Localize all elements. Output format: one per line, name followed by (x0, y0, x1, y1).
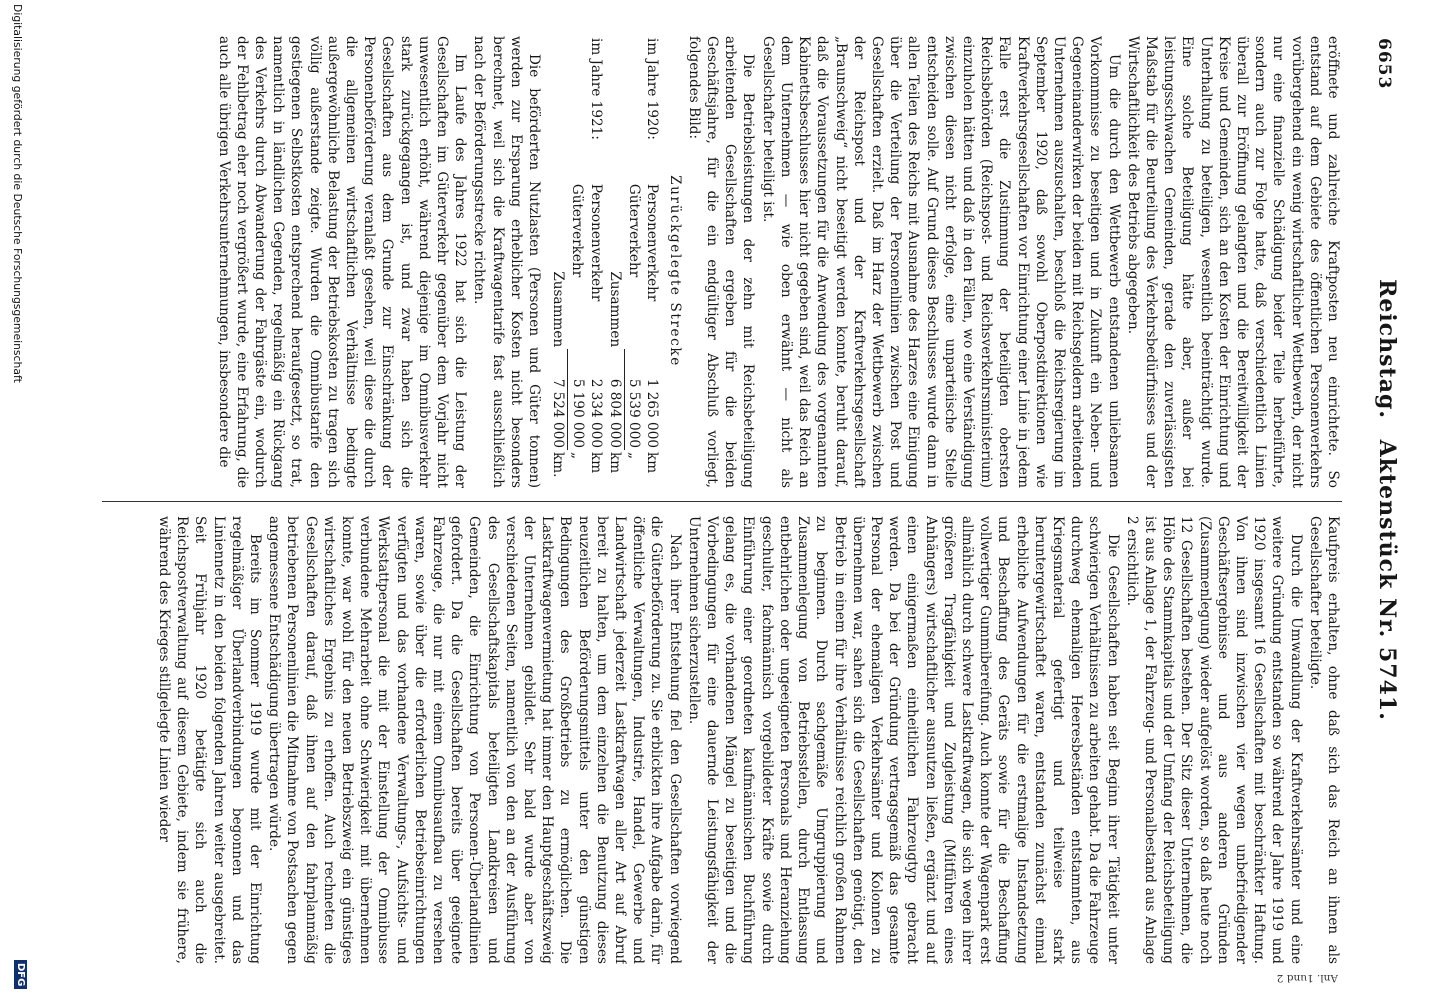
row-unit: km (588, 452, 605, 474)
row-category: Güterverkehr (625, 183, 642, 278)
row-unit: „ (569, 452, 586, 460)
page-number: 6653 (1374, 38, 1394, 90)
column-divider (102, 501, 1342, 502)
right-paragraph-5: Bereits im Sommer 1919 wurde mit der Einrichtung regelmäßiger Überlandverbindungen begonnen und das Liniennetz in den beiden folgenden Jahren weiter ausgebreitet. Seit Frühjahr 1920 betätigte sich auch die Reichspostverwaltung auf diesem Gebiete, indem sie frühere, während des Krieges stillgelegte Linien wieder (156, 516, 264, 964)
left-paragraph-4: Die beförderten Nutzlasten (Personen und Güter tonnen) werden zur Ersparung erheblicher Kosten nicht besonders berechnet, weil sich die Kraftwagentarife fast ausschließlich nach der Beförderungsstrecke richten. (471, 36, 543, 488)
title-right: Aktenstück Nr. 5741. (1374, 439, 1400, 721)
row-year-label (624, 36, 643, 182)
row-value: 5 539 000 (626, 378, 643, 448)
left-paragraph-3: Die Betriebsleistungen der zehn mit Reichsbeteiligung arbeitenden Gesellschaften ergeben für die beiden Geschäftsjahre, für die ein endgültiger Abschluß vorliegt, folgendes Bild: (685, 36, 757, 488)
left-paragraph-5: Im Laufe des Jahres 1922 hat sich die Leistung der Gesellschaften im Güterverkehr gegenüber dem Vorjahr nicht unwesentlich erhöht, während diejenige im Omnibusverkehr stark zurückgegangen ist, und zwar haben sich die Gesellschaften aus dem Grunde zur Einschränkung der Personenbeförderung veranlaßt gesehen, weil diese die durch die allgemeinen wirtschaftlichen Verhältnisse bedingte außergewöhnliche Belastung der Betriebskosten zu tragen sich völlig außerstande zeigte. Wurden die Omnibustarife den gestiegenen Selbstkosten entsprechend heraufgesetzt, so trat, namentlich in ländlichen Gegenden, regelmäßig ein Rückgang des Verkehrs durch Abwanderung der Fahrgäste ein, wodurch der Fehlbetrag eher noch vergrößert wurde, eine Erfahrung, die auch alle übrigen Verkehrsunternehmungen, insbesondere die (215, 36, 469, 488)
row-unit: km (644, 452, 661, 474)
distance-table (549, 36, 661, 488)
footer-text: Digitalisierung gefördert durch die Deutsche Forschungsgemeinschaft (11, 4, 24, 383)
table-row (568, 36, 587, 488)
row-category: Zusammen (550, 271, 567, 348)
row-category: Personenverkehr (644, 183, 661, 302)
right-paragraph-2: Durch die Umwandlung der Kraftverkehrsämter und eine weitere Gründung entstanden so während der Jahre 1919 und 1920 insgesamt 16 Gesellschaften mit beschränkter Haftung. Von ihnen sind inzwischen vier wegen unbefriedigender Geschäftsergebnisse und aus anderen Gründen (Zusammenlegung) wieder aufgelöst worden, so daß heute noch 12 Gesellschaften bestehen. Der Sitz dieser Unternehmen, die Höhe des Stammkapitals und der Umfang der Reichsbeteiligung ist aus Anlage 1, der Fahrzeug- und Personalbestand aus Anlage 2 ersichtlich. (1123, 516, 1304, 964)
row-year-label (568, 36, 587, 182)
row-category: Personenverkehr (588, 183, 605, 302)
table-row (549, 36, 568, 488)
table-row (643, 36, 661, 488)
page-header (1360, 0, 1400, 1000)
running-title (1374, 0, 1400, 1000)
left-paragraph-2: Um die durch den Wettbewerb entstandenen unliebsamen Vorkommnisse zu beseitigen und in Zukunft ein Neben- und Gegeneinanderwirken der beiden mit Reichsgeldern arbeitenden Unternehmen auszuschalten, beschloß die Reichsregierung im September 1920, daß sowohl Oberpostdirektionen wie Kraftverkehrsgesellschaften vor Einrichtung einer Linie in jedem Falle erst die Zustimmung der beteiligten obersten Reichsbehörden (Reichspost- und Reichsverkehrsministerium) einzuholen hätten und daß in den Fällen, wo eine Verständigung zwischen diesen nicht erfolge, eine unparteiische Stelle entscheiden solle. Auf Grund dieses Beschlusses wurde dann in allen Teilen des Reichs mit Ausnahme des Harzes eine Einigung über die Verteilung der Personenlinien zwischen Post und Gesellschaften erzielt. Daß im Harz der Wettbewerb zwischen der Reichspost und der Kraftverkehrsgesellschaft „Braunschweig“ nicht beseitigt werden konnte, beruht darauf, daß die Voraussetzungen für die Anwendung des vorgenannten Kabinettsbeschlusses hier nicht gegeben sind, weil das Reich an dem Unternehmen — wie oben erwähnt — nicht als Gesellschafter beteiligt ist. (759, 36, 1122, 488)
table-row (624, 36, 643, 488)
digitization-footer (11, 0, 24, 1000)
row-value: 6 804 000 (605, 349, 624, 450)
dfg-logo: DFG (14, 960, 27, 989)
margin-note (1277, 972, 1338, 996)
row-value: 2 334 000 (588, 378, 605, 448)
left-paragraph-1: eröffnete und zahlreiche Kraftposten neu einrichtete. So entstand auf dem Gebiete des öffentlichen Personenverkehrs vorübergehend ein wenig wirtschaftlicher Wettbewerb, der nicht nur eine finanzielle Schädigung beider Teile herbeiführte, sondern auch zur Folge hatte, daß verschiedentlich Linien überall zur Eröffnung gelangten und die Bereitwilligkeit der Kreise und Gemeinden, sich an den Kosten der Einrichtung und Unterhaltung zu beteiligen, wesentlich beeinträchtigt wurde. Eine solche Beteiligung hätte aber, außer bei leistungsschwachen Gemeinden, gerade den zuverlässigsten Maßstab für die Beurteilung des Verkehrsbedürfnisses und der Wirtschaftlichkeit des Betriebs abgegeben. (1124, 36, 1341, 488)
row-value: 7 524 000 (549, 349, 568, 450)
row-unit: „ (625, 452, 642, 460)
margin-note-line-2: und 2 (1276, 972, 1307, 984)
title-left: Reichstag. (1374, 279, 1400, 419)
left-column (102, 36, 1342, 488)
row-year-label (605, 36, 624, 182)
row-value: 1 265 000 (644, 378, 661, 448)
table-row (605, 36, 624, 488)
row-unit: km. (550, 452, 567, 478)
right-column (102, 516, 1342, 964)
row-category: Güterverkehr (569, 183, 586, 278)
row-year-label (549, 36, 568, 182)
margin-note-line-1: Anl. 1 (1306, 972, 1338, 984)
row-value: 5 190 000 (569, 378, 586, 448)
table-heading: Zurückgelegte Strecke (666, 175, 683, 367)
right-paragraph-4: Nach ihrer Entstehung fiel den Gesellschaften vorwiegend die Güterbeförderung zu. Sie erblickten ihre Aufgabe darin, für öffentliche Verwaltungen, Industrie, Handel, Gewerbe und Landwirtschaft jederzeit Lastkraftwagen aller Art auf Abruf bereit zu halten, um dem einzelnen die Benutzung dieses neuzeitlichen Beförderungsmittels unter den günstigen Bedingungen des Großbetriebs zu ermöglichen. Die Lastkraftwagenvermietung hat immer den Hauptgeschäftszweig der Unternehmen gebildet. Sehr bald wurde aber von verschiedenen Seiten, namentlich von den an der Ausführung des Gesellschaftskapitals beteiligten Landkreisen und Gemeinden, die Einrichtung von Personen-Überlandlinien gefordert. Da die Gesellschaften bereits über geeignete Fahrzeuge, die nur mit einem Omnibusaufbau zu versehen waren, sowie über die erforderlichen Betriebseinrichtungen verfügten und das vorhandene Verwaltungs-, Aufsichts- und Werkstattpersonal die mit der Einstellung der Omnibusse verbundene Mehrarbeit ohne Schwierigkeit mit übernehmen konnte, war wohl für den neuen Betriebszweig ein günstiges wirtschaftliches Ergebnis zu erhoffen. Auch rechneten die Gesellschaften darauf, daß ihnen auf den fahrplanmäßig betriebenen Personenlinien die Mitnahme von Postsachen gegen angemessene Entschädigung übertragen würde. (266, 516, 683, 964)
row-year-label: im Jahre 1921: (588, 38, 605, 140)
row-unit: km (606, 452, 623, 474)
row-category: Zusammen (606, 271, 623, 348)
right-paragraph-3: Die Gesellschaften haben seit Beginn ihrer Tätigkeit unter schwierigen Verhältnissen zu arbeiten gehabt. Da die Fahrzeuge durchweg ehemaligen Heeresbeständen entstammten, aus Kriegsmaterial gefertigt und teilweise stark heruntergewirtschaftet waren, entstanden zunächst einmal erhebliche Aufwendungen für die erstmalige Instandsetzung und Beschaffung des Geräts sowie für die Beschaffung vollwertiger Gummibereifung. Auch konnte der Wagenpark erst allmählich durch schwere Lastkraftwagen, die sich wegen ihrer größeren Tragfähigkeit und Zugleistung (Mitführen eines Anhängers) wirtschaftlicher ausnutzen ließen, ergänzt und auf einen einigermaßen einheitlichen Fahrzeugtyp gebracht werden. Da bei der Gründung vertragsgemäß das gesamte Personal der ehemaligen Verkehrsämter und Kolonnen zu übernehmen war, sahen sich die Gesellschaften genötigt, den Betrieb in einem für ihre Verhältnisse reichlich großen Rahmen zu beginnen. Durch sachgemäße Umgruppierung und Zusammenlegung von Betriebsstellen, durch Entlassung entbehrlichen oder ungeeigneten Personals und Heranziehung geschulter, fachmännisch vorgebildeter Kräfte sowie durch Einführung einer geordneten kaufmännischen Buchführung gelang es, die vorhandenen Mängel zu beseitigen und die Vorbedingungen für eine dauernde Leistungsfähigkeit der Unternehmen sicherzustellen. (685, 516, 1121, 964)
table-row (587, 36, 605, 488)
row-year-label: im Jahre 1920: (644, 38, 661, 140)
right-paragraph-1: Kaufpreis erhalten, ohne daß sich das Reich an ihnen als Gesellschafter beteiligte. (1306, 516, 1341, 964)
